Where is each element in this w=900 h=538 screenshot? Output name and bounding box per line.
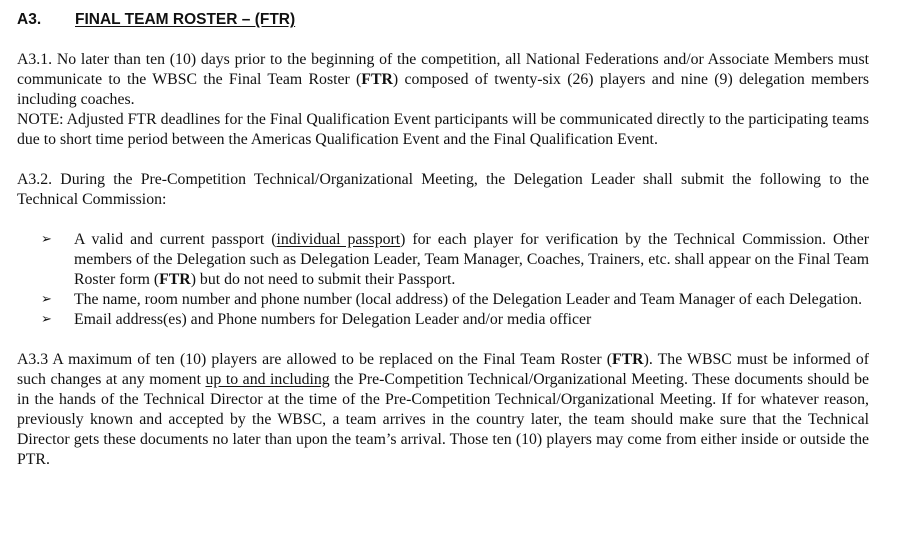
requirements-list	[17, 230, 869, 330]
ftr-bold: FTR	[361, 71, 393, 88]
document-body	[17, 50, 869, 470]
section-title: FINAL TEAM ROSTER – (FTR)	[75, 11, 296, 28]
ftr-bold: FTR	[159, 271, 191, 288]
section-number: A3.	[17, 11, 42, 28]
paragraph-a3-1-main: A3.1. No later than ten (10) days prior to the beginning of the competition, all National Federations and/or Associate Members must communicate to the WBSC the Final Team Roster (FTR) composed of twenty-six (26) players and nine (9) delegation members including coaches.	[17, 51, 869, 108]
list-item: ➢ A valid and current passport (individual passport) for each player for verification by the Technical Commission. Other members of the Delegation such as Delegation Leader, Team Manager, Coaches, Trainers, etc. shall appear on the Final Team Roster form (FTR) but do not need to submit their Passport.	[41, 231, 869, 288]
document-page	[17, 10, 869, 490]
note-text: NOTE: Adjusted FTR deadlines for the Final Qualification Event participants will be communicated directly to the participating teams due to short time period between the Americas Qualification Event and the Final Qualification Event.	[17, 111, 869, 148]
individual-passport-underlined: individual passport	[276, 231, 401, 248]
ftr-bold: FTR	[611, 351, 644, 368]
arrow-bullet-icon: ➢	[41, 232, 52, 247]
paragraph-a3-3: A3.3 A maximum of ten (10) players are allowed to be replaced on the Final Team Roster (FTR). The WBSC must be informed of such changes at any moment up to and including the Pre-Competition Technical/Organizational Meeting. These documents should be in the hands of the Technical Director at the time of the Pre-Competition Technical/Organizational Meeting. If for whatever reason, previously known and accepted by the WBSC, a team arrives in the country later, the team should make sure that the Technical Director gets these documents no later than upon the team’s arrival. Those ten (10) players may come from either inside or outside the PTR.	[17, 351, 869, 468]
arrow-bullet-icon: ➢	[41, 312, 52, 327]
paragraph-a3-2: A3.2. During the Pre-Competition Technical/Organizational Meeting, the Delegation Leader shall submit the following to the Technical Commission:	[17, 171, 869, 208]
arrow-bullet-icon: ➢	[41, 292, 52, 307]
up-to-and-including-underlined: up to and including	[205, 371, 330, 388]
paragraph-a3-1	[17, 50, 869, 150]
list-item: ➢ The name, room number and phone number (local address) of the Delegation Leader and Team Manager of each Delegation.	[41, 291, 863, 308]
list-item: ➢ Email address(es) and Phone numbers for Delegation Leader and/or media officer	[41, 311, 592, 328]
section-heading	[17, 10, 869, 30]
